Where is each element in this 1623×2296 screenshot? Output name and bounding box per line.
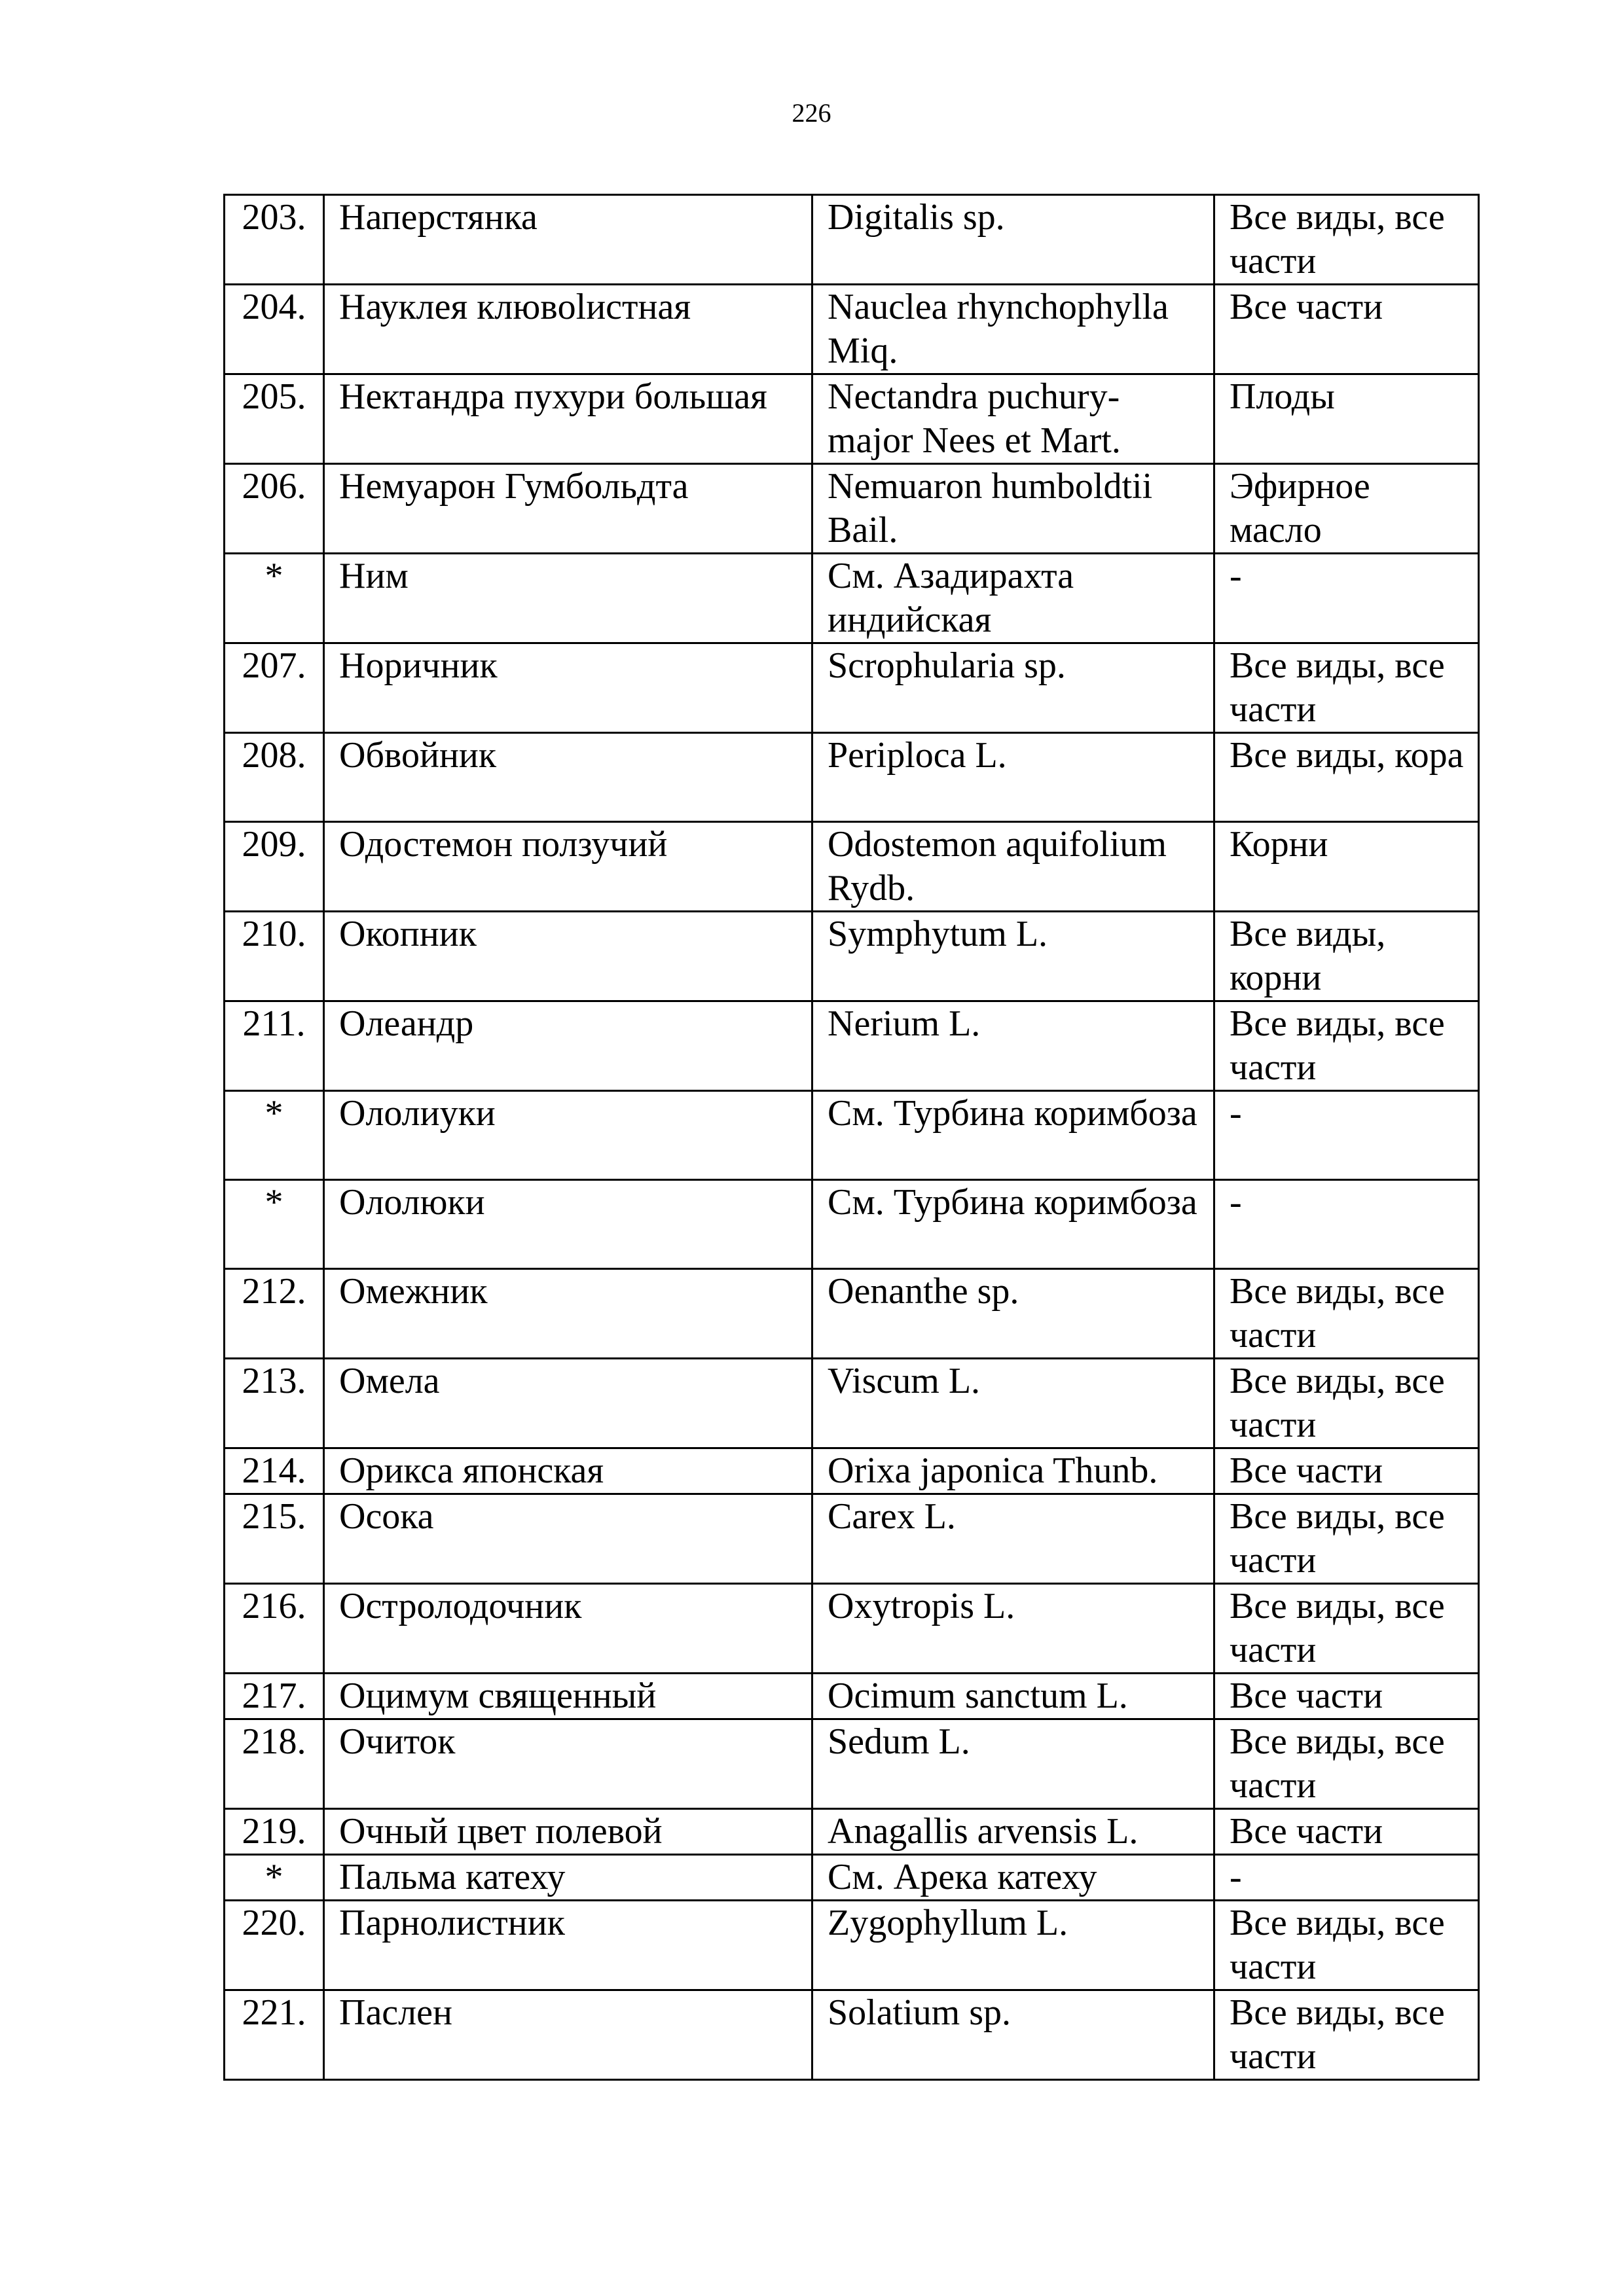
plants-table <box>223 194 1480 2081</box>
plant-part: Все виды, все части <box>1214 1719 1479 1809</box>
latin-name: Nectandra puchury-major Nees et Mart. <box>812 374 1214 464</box>
row-number: 210. <box>225 912 324 1001</box>
table-row <box>225 1448 1479 1494</box>
latin-name: См. Турбина коримбоза <box>812 1180 1214 1269</box>
russian-name: Пальма катеху <box>324 1855 812 1901</box>
plant-part: - <box>1214 1091 1479 1180</box>
russian-name: Одостемон ползучий <box>324 822 812 912</box>
russian-name: Наперстянка <box>324 195 812 285</box>
russian-name: Осока <box>324 1494 812 1584</box>
table-row <box>225 1001 1479 1091</box>
row-number: * <box>225 554 324 643</box>
latin-name: Orixa japonica Thunb. <box>812 1448 1214 1494</box>
plant-part: Корни <box>1214 822 1479 912</box>
latin-name: Oxytropis L. <box>812 1584 1214 1674</box>
plant-part: Все виды, все части <box>1214 1990 1479 2080</box>
table-row <box>225 1091 1479 1180</box>
table-row <box>225 374 1479 464</box>
plant-part: Все виды, все части <box>1214 1269 1479 1359</box>
table-row <box>225 1990 1479 2080</box>
row-number: 221. <box>225 1990 324 2080</box>
row-number: 203. <box>225 195 324 285</box>
table-row <box>225 1269 1479 1359</box>
russian-name: Остролодочник <box>324 1584 812 1674</box>
plant-part: Все виды, все части <box>1214 643 1479 733</box>
table-row <box>225 1719 1479 1809</box>
plant-part: - <box>1214 554 1479 643</box>
russian-name: Немуарон Гумбольдта <box>324 464 812 554</box>
row-number: 204. <box>225 285 324 374</box>
russian-name: Ололюки <box>324 1180 812 1269</box>
row-number: 211. <box>225 1001 324 1091</box>
russian-name: Обвойник <box>324 733 812 822</box>
table-row <box>225 554 1479 643</box>
row-number: 209. <box>225 822 324 912</box>
plant-part: Все виды, все части <box>1214 195 1479 285</box>
row-number: 208. <box>225 733 324 822</box>
latin-name: См. Арека катеху <box>812 1855 1214 1901</box>
row-number: 213. <box>225 1359 324 1448</box>
latin-name: Nemuaron humboldtii Bail. <box>812 464 1214 554</box>
row-number: * <box>225 1855 324 1901</box>
latin-name: Digitalis sp. <box>812 195 1214 285</box>
latin-name: Symphytum L. <box>812 912 1214 1001</box>
russian-name: Оцимум священный <box>324 1674 812 1719</box>
latin-name: См. Азадирахта индийская <box>812 554 1214 643</box>
row-number: 214. <box>225 1448 324 1494</box>
table-row <box>225 195 1479 285</box>
table-row <box>225 1494 1479 1584</box>
plant-part: - <box>1214 1180 1479 1269</box>
plant-part: Эфирное масло <box>1214 464 1479 554</box>
plant-part: Все части <box>1214 1809 1479 1855</box>
russian-name: Омела <box>324 1359 812 1448</box>
table-row <box>225 912 1479 1001</box>
plant-part: Все виды, все части <box>1214 1494 1479 1584</box>
russian-name: Очный цвет полевой <box>324 1809 812 1855</box>
table-row <box>225 643 1479 733</box>
latin-name: Ocimum sanctum L. <box>812 1674 1214 1719</box>
row-number: * <box>225 1091 324 1180</box>
latin-name: Solatium sp. <box>812 1990 1214 2080</box>
table-row <box>225 285 1479 374</box>
plant-part: Все виды, все части <box>1214 1901 1479 1990</box>
russian-name: Очиток <box>324 1719 812 1809</box>
plant-part: Все части <box>1214 1674 1479 1719</box>
russian-name: Ним <box>324 554 812 643</box>
table-row <box>225 1901 1479 1990</box>
russian-name: Орикса японская <box>324 1448 812 1494</box>
table-row <box>225 464 1479 554</box>
row-number: 206. <box>225 464 324 554</box>
row-number: 217. <box>225 1674 324 1719</box>
plant-part: Все виды, все части <box>1214 1359 1479 1448</box>
russian-name: Парнолистник <box>324 1901 812 1990</box>
latin-name: Scrophularia sp. <box>812 643 1214 733</box>
row-number: 218. <box>225 1719 324 1809</box>
plant-part: Все виды, все части <box>1214 1584 1479 1674</box>
plant-part: Все части <box>1214 1448 1479 1494</box>
table-row <box>225 1809 1479 1855</box>
table-row <box>225 822 1479 912</box>
row-number: 216. <box>225 1584 324 1674</box>
latin-name: См. Турбина коримбоза <box>812 1091 1214 1180</box>
plant-part: Все виды, корни <box>1214 912 1479 1001</box>
russian-name: Науклея клювolистная <box>324 285 812 374</box>
russian-name: Ололиуки <box>324 1091 812 1180</box>
russian-name: Омежник <box>324 1269 812 1359</box>
plant-part: Плоды <box>1214 374 1479 464</box>
plant-part: - <box>1214 1855 1479 1901</box>
plant-part: Все виды, кора <box>1214 733 1479 822</box>
russian-name: Паслен <box>324 1990 812 2080</box>
table-row <box>225 733 1479 822</box>
latin-name: Zygophyllum L. <box>812 1901 1214 1990</box>
latin-name: Nerium L. <box>812 1001 1214 1091</box>
russian-name: Окопник <box>324 912 812 1001</box>
page-number: 226 <box>792 98 831 128</box>
plant-part: Все виды, все части <box>1214 1001 1479 1091</box>
plant-part: Все части <box>1214 285 1479 374</box>
latin-name: Nauclea rhynchophylla Miq. <box>812 285 1214 374</box>
table-row <box>225 1855 1479 1901</box>
russian-name: Нектандра пухури большая <box>324 374 812 464</box>
latin-name: Odostemon aquifolium Rydb. <box>812 822 1214 912</box>
russian-name: Олеандр <box>324 1001 812 1091</box>
latin-name: Viscum L. <box>812 1359 1214 1448</box>
row-number: 205. <box>225 374 324 464</box>
row-number: 212. <box>225 1269 324 1359</box>
table-row <box>225 1584 1479 1674</box>
table-row <box>225 1674 1479 1719</box>
plants-table-body <box>225 195 1479 2080</box>
latin-name: Oenanthe sp. <box>812 1269 1214 1359</box>
latin-name: Sedum L. <box>812 1719 1214 1809</box>
row-number: * <box>225 1180 324 1269</box>
table-row <box>225 1359 1479 1448</box>
row-number: 219. <box>225 1809 324 1855</box>
russian-name: Норичник <box>324 643 812 733</box>
row-number: 207. <box>225 643 324 733</box>
latin-name: Carex L. <box>812 1494 1214 1584</box>
table-row <box>225 1180 1479 1269</box>
row-number: 215. <box>225 1494 324 1584</box>
row-number: 220. <box>225 1901 324 1990</box>
latin-name: Anagallis arvensis L. <box>812 1809 1214 1855</box>
latin-name: Periploca L. <box>812 733 1214 822</box>
